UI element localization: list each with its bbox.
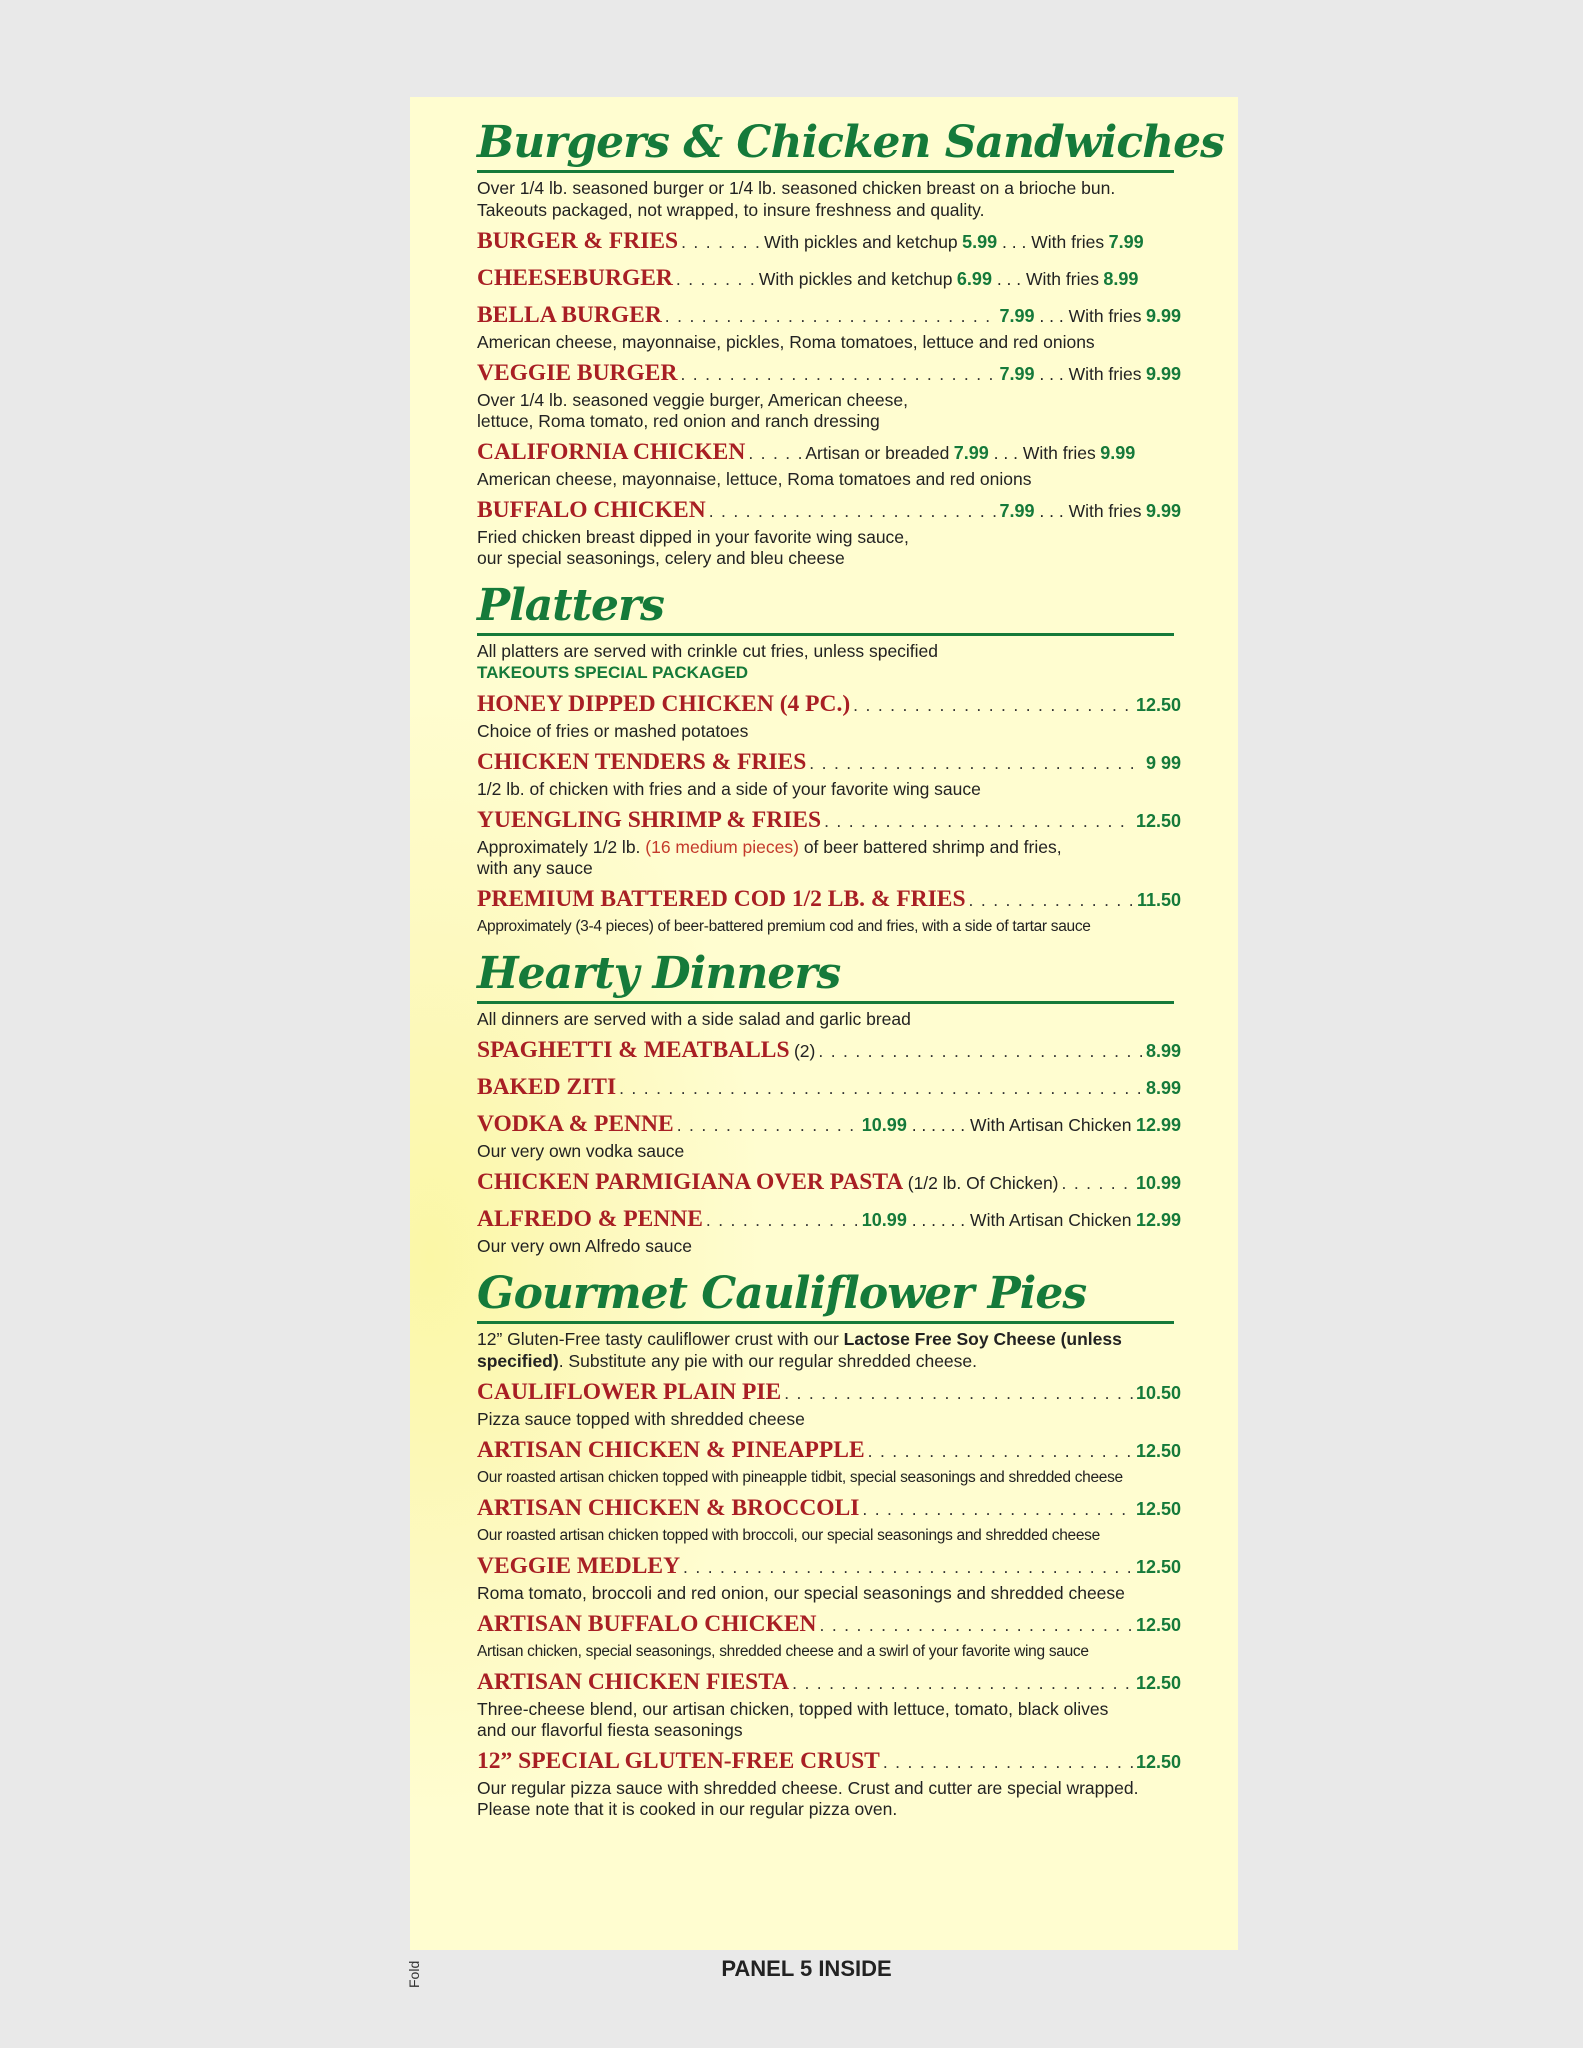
section-intro: Over 1/4 lb. seasoned burger or 1/4 lb. seasoned chicken breast on a brioche bun. (477, 178, 1116, 198)
item-price: 10.99 (861, 1210, 907, 1230)
fries-label: With fries (1031, 232, 1105, 252)
item-description: Our very own Alfredo sauce (477, 1236, 692, 1256)
item-price: 6.99 (956, 269, 992, 289)
item-price: 12.50 (1135, 811, 1181, 831)
menu-item: BELLA BURGER . . . 7.99 . . . With fries 9.99 American cheese, mayonnaise, pickles, Roma tomatoes, lettuce and red onions (477, 302, 1181, 353)
item-quantity: (2) (793, 1041, 816, 1061)
item-name: VODKA & PENNE (477, 1111, 674, 1137)
fries-label: With fries (1026, 269, 1099, 289)
item-price: 7.99 (953, 443, 989, 463)
item-description: Please note that it is cooked in our regular pizza oven. (477, 1799, 898, 1819)
item-description: Over 1/4 lb. seasoned veggie burger, American cheese, (477, 390, 908, 410)
item-description: American cheese, mayonnaise, pickles, Roma tomatoes, lettuce and red onions (477, 332, 1095, 352)
menu-item (477, 691, 1181, 742)
highlight-text: (16 medium pieces) (645, 837, 799, 857)
fries-label: With fries (1068, 306, 1142, 326)
item-description: with any sauce (477, 858, 593, 878)
leader-dots (677, 1115, 859, 1136)
menu-item (477, 807, 1181, 879)
item-description: Choice of fries or mashed potatoes (477, 721, 749, 741)
item-description: and our flavorful fiesta seasonings (477, 1720, 743, 1740)
item-option: Artisan or breaded (805, 443, 950, 463)
item-name: BUFFALO CHICKEN (477, 497, 706, 523)
leader-dots (709, 501, 997, 522)
fries-price: 9.99 (1145, 501, 1181, 521)
item-price: 5.99 (962, 232, 998, 252)
item-name: CAULIFLOWER PLAIN PIE (477, 1379, 782, 1405)
leader-dots (820, 1615, 1133, 1636)
item-price: 8.99 (1145, 1078, 1181, 1098)
item-description: Our regular pizza sauce with shredded cheese. Crust and cutter are special wrapped. (477, 1778, 1139, 1798)
menu-item (477, 1379, 1181, 1430)
fries-price: 9.99 (1145, 364, 1181, 384)
item-price: 10.99 (861, 1115, 907, 1135)
fries-label: With fries (1068, 364, 1142, 384)
menu-item (477, 1074, 1181, 1104)
item-price: 12.50 (1135, 1752, 1181, 1772)
menu-item (477, 749, 1181, 800)
menu-item: VODKA & PENNE . . . 10.99 . . . . . . With Artisan Chicken 12.99 Our very own vodka sauce (477, 1111, 1181, 1162)
leader-dots (868, 1441, 1133, 1462)
item-price: 12.50 (1135, 1673, 1181, 1693)
menu-item (477, 1169, 1181, 1199)
item-price: 7.99 (999, 364, 1035, 384)
menu-item (477, 886, 1181, 937)
item-option: With pickles and ketchup (764, 232, 958, 252)
item-quantity: (1/2 lb. Of Chicken) (907, 1173, 1059, 1193)
leader-dots (818, 1041, 1143, 1062)
item-price: 8.99 (1145, 1041, 1181, 1061)
leader-dots (862, 1499, 1133, 1520)
item-price: 12.50 (1135, 1557, 1181, 1577)
item-price: 12.50 (1135, 1499, 1181, 1519)
section-platters (477, 581, 1181, 937)
item-price: 11.50 (1136, 890, 1181, 910)
section-title-dinners: Hearty Dinners (477, 949, 1174, 1004)
item-name: CALIFORNIA CHICKEN (477, 439, 746, 465)
item-name: ALFREDO & PENNE (477, 1206, 703, 1232)
item-name: BURGER & FRIES (477, 228, 679, 254)
leader-dots (784, 1383, 1133, 1404)
item-description: Three-cheese blend, our artisan chicken, topped with lettuce, tomato, black olives (477, 1699, 1109, 1719)
item-price: 12.50 (1135, 1441, 1181, 1461)
leader-dots (680, 364, 996, 385)
menu-item: VEGGIE BURGER . . . 7.99 . . . With fries 9.99 Over 1/4 lb. seasoned veggie burger, American cheese, lettuce, Roma tomato, red onion and ranch dressing (477, 360, 1181, 432)
item-name: CHICKEN TENDERS & FRIES (477, 749, 807, 775)
leader-dots (706, 1210, 859, 1231)
section-intro: 12” Gluten-Free tasty cauliflower crust with our Lactose Free Soy Cheese (unless specified). Substitute any pie with our regular shredded cheese. (477, 1329, 1122, 1371)
menu-content (477, 117, 1224, 1820)
leader-dots (683, 1557, 1133, 1578)
menu-item: CHEESEBURGER . . . With pickles and ketchup 6.99 . . . With fries 8.99 (477, 265, 1181, 295)
menu-item: BUFFALO CHICKEN . . . 7.99 . . . With fries 9.99 Fried chicken breast dipped in your favorite wing sauce, our special seasonings, celery and bleu cheese (477, 497, 1181, 569)
fries-label: With fries (1022, 443, 1096, 463)
item-description: Fried chicken breast dipped in your favorite wing sauce, (477, 527, 909, 547)
item-description: Our roasted artisan chicken topped with broccoli, our special seasonings and shredded cheese (477, 1527, 1100, 1544)
menu-item (477, 1669, 1181, 1741)
fries-price: 9.99 (1145, 306, 1181, 326)
item-name: SPAGHETTI & MEATBALLS (477, 1037, 790, 1063)
section-dinners (477, 949, 1181, 1257)
item-name: ARTISAN BUFFALO CHICKEN (477, 1611, 817, 1637)
item-description: Artisan chicken, special seasonings, shredded cheese and a swirl of your favorite wing sauce (477, 1643, 1089, 1660)
item-price: 7.99 (999, 306, 1035, 326)
section-burgers (477, 117, 1224, 569)
menu-item (477, 1553, 1181, 1604)
menu-item: BURGER & FRIES . . . With pickles and ketchup 5.99 . . . With fries 7.99 (477, 228, 1181, 258)
menu-item (477, 1495, 1181, 1546)
menu-item: ALFREDO & PENNE . . . 10.99 . . . . . . With Artisan Chicken 12.99 Our very own Alfredo sauce (477, 1206, 1181, 1257)
item-name: VEGGIE MEDLEY (477, 1553, 681, 1579)
item-name: ARTISAN CHICKEN FIESTA (477, 1669, 790, 1695)
leader-dots (665, 306, 997, 327)
item-description: our special seasonings, celery and bleu cheese (477, 548, 845, 568)
item-name: YUENGLING SHRIMP & FRIES (477, 807, 822, 833)
item-description: Approximately (3-4 pieces) of beer-battered premium cod and fries, with a side of tartar sauce (477, 918, 1091, 935)
item-price: 10.99 (1135, 1173, 1181, 1193)
panel-label: PANEL 5 INSIDE (721, 1956, 892, 1981)
extra-label: With Artisan Chicken (970, 1210, 1132, 1230)
leader-dots (853, 695, 1133, 716)
item-description: Roma tomato, broccoli and red onion, our special seasonings and shredded cheese (477, 1583, 1125, 1603)
item-description: 1/2 lb. of chicken with fries and a side of your favorite wing sauce (477, 779, 981, 799)
leader-dots (681, 232, 761, 253)
item-price: 12.50 (1135, 695, 1181, 715)
leader-dots (969, 890, 1134, 911)
extra-price: 12.99 (1135, 1210, 1181, 1230)
fries-price: 8.99 (1103, 269, 1139, 289)
fries-price: 7.99 (1108, 232, 1144, 252)
item-name: ARTISAN CHICKEN & BROCCOLI (477, 1495, 860, 1521)
section-title-burgers: Burgers & Chicken Sandwiches (477, 118, 1174, 173)
leader-dots (883, 1752, 1133, 1773)
section-intro: All dinners are served with a side salad and garlic bread (477, 1009, 911, 1029)
item-description: American cheese, mayonnaise, lettuce, Roma tomatoes and red onions (477, 469, 1032, 489)
item-name: BELLA BURGER (477, 302, 662, 328)
extra-label: With Artisan Chicken (970, 1115, 1132, 1135)
leader-dots (824, 811, 1133, 832)
item-name: VEGGIE BURGER (477, 360, 678, 386)
item-name: HONEY DIPPED CHICKEN (4 PC.) (477, 691, 851, 717)
item-name: 12” SPECIAL GLUTEN-FREE CRUST (477, 1748, 880, 1774)
item-description: Our roasted artisan chicken topped with pineapple tidbit, special seasonings and shredded cheese (477, 1469, 1123, 1486)
item-option: With pickles and ketchup (758, 269, 953, 289)
section-intro: Takeouts packaged, not wrapped, to insure freshness and quality. (477, 200, 985, 220)
leader-dots (1062, 1173, 1133, 1194)
menu-item (477, 1437, 1181, 1488)
item-price: 9 99 (1145, 753, 1181, 773)
item-price: 12.50 (1135, 1615, 1181, 1635)
takeout-note: TAKEOUTS SPECIAL PACKAGED (477, 663, 749, 682)
item-price: 7.99 (999, 501, 1035, 521)
item-description: Our very own vodka sauce (477, 1141, 685, 1161)
section-title-cauliflower: Gourmet Cauliflower Pies (477, 1269, 1174, 1324)
leader-dots (619, 1078, 1143, 1099)
item-name: BAKED ZITI (477, 1074, 617, 1100)
item-name: CHICKEN PARMIGIANA OVER PASTA (477, 1169, 904, 1195)
item-description: Pizza sauce topped with shredded cheese (477, 1409, 805, 1429)
menu-item (477, 1611, 1181, 1662)
extra-price: 12.99 (1135, 1115, 1181, 1135)
fold-label: Fold (406, 1960, 422, 1988)
item-name: ARTISAN CHICKEN & PINEAPPLE (477, 1437, 865, 1463)
item-description: lettuce, Roma tomato, red onion and ranch dressing (477, 411, 880, 431)
menu-item (477, 1748, 1181, 1820)
menu-item (477, 1037, 1181, 1067)
leader-dots (792, 1673, 1133, 1694)
section-title-platters: Platters (477, 581, 1174, 636)
fries-price: 9.99 (1100, 443, 1136, 463)
leader-dots (676, 269, 756, 290)
item-price: 10.50 (1135, 1383, 1181, 1403)
leader-dots (748, 443, 802, 464)
item-name: PREMIUM BATTERED COD 1/2 LB. & FRIES (477, 886, 966, 912)
item-description: Approximately 1/2 lb. (16 medium pieces) of beer battered shrimp and fries, (477, 837, 1062, 857)
leader-dots (809, 753, 1143, 774)
item-name: CHEESEBURGER (477, 265, 673, 291)
menu-item: CALIFORNIA CHICKEN . . . Artisan or breaded 7.99 . . . With fries 9.99 American cheese, mayonnaise, lettuce, Roma tomatoes and red onions (477, 439, 1181, 490)
fries-label: With fries (1068, 501, 1142, 521)
section-intro: All platters are served with crinkle cut fries, unless specified (477, 641, 939, 661)
section-cauliflower (477, 1269, 1181, 1820)
